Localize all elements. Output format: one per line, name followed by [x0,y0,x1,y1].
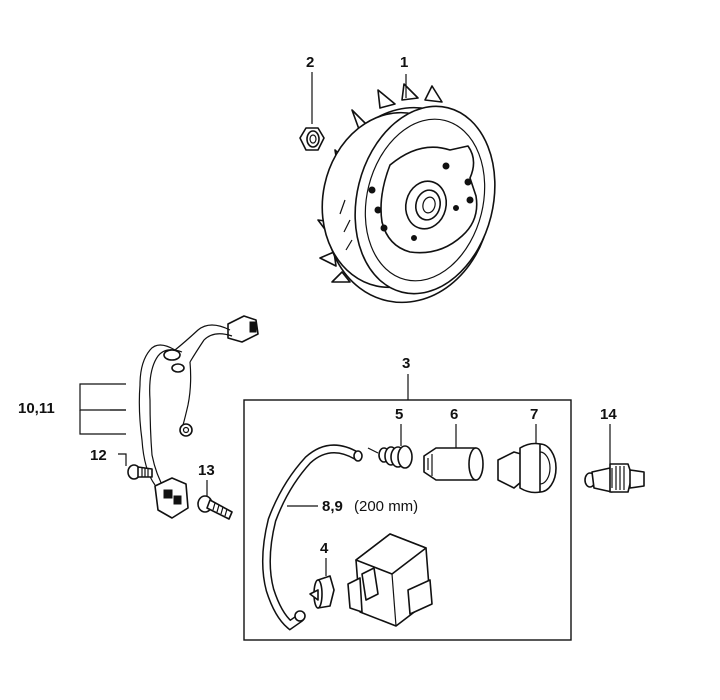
callout-14: 14 [600,406,617,423]
spring [368,446,412,468]
callout-8-9: 8,9 [322,498,343,515]
boot [424,448,483,480]
callout-2: 2 [306,54,315,71]
cap [498,444,556,493]
callout-13: 13 [198,462,215,479]
callout-10-11: 10,11 [18,400,55,417]
switch [585,464,644,492]
screw-12 [128,465,152,479]
spark-plug-boot-small [310,576,334,608]
flywheel [306,84,514,318]
nut [300,128,324,150]
callout-1: 1 [400,54,409,71]
callout-12: 12 [90,447,107,464]
callout-6: 6 [450,406,459,423]
callout-3: 3 [402,355,411,372]
ignition-module [348,534,432,626]
ignition-lead-length: (200 mm) [354,498,419,515]
wiring-harness [139,316,258,518]
callout-5: 5 [395,406,404,423]
callout-4: 4 [320,540,329,557]
screw-13 [198,496,232,519]
callout-7: 7 [530,406,539,423]
